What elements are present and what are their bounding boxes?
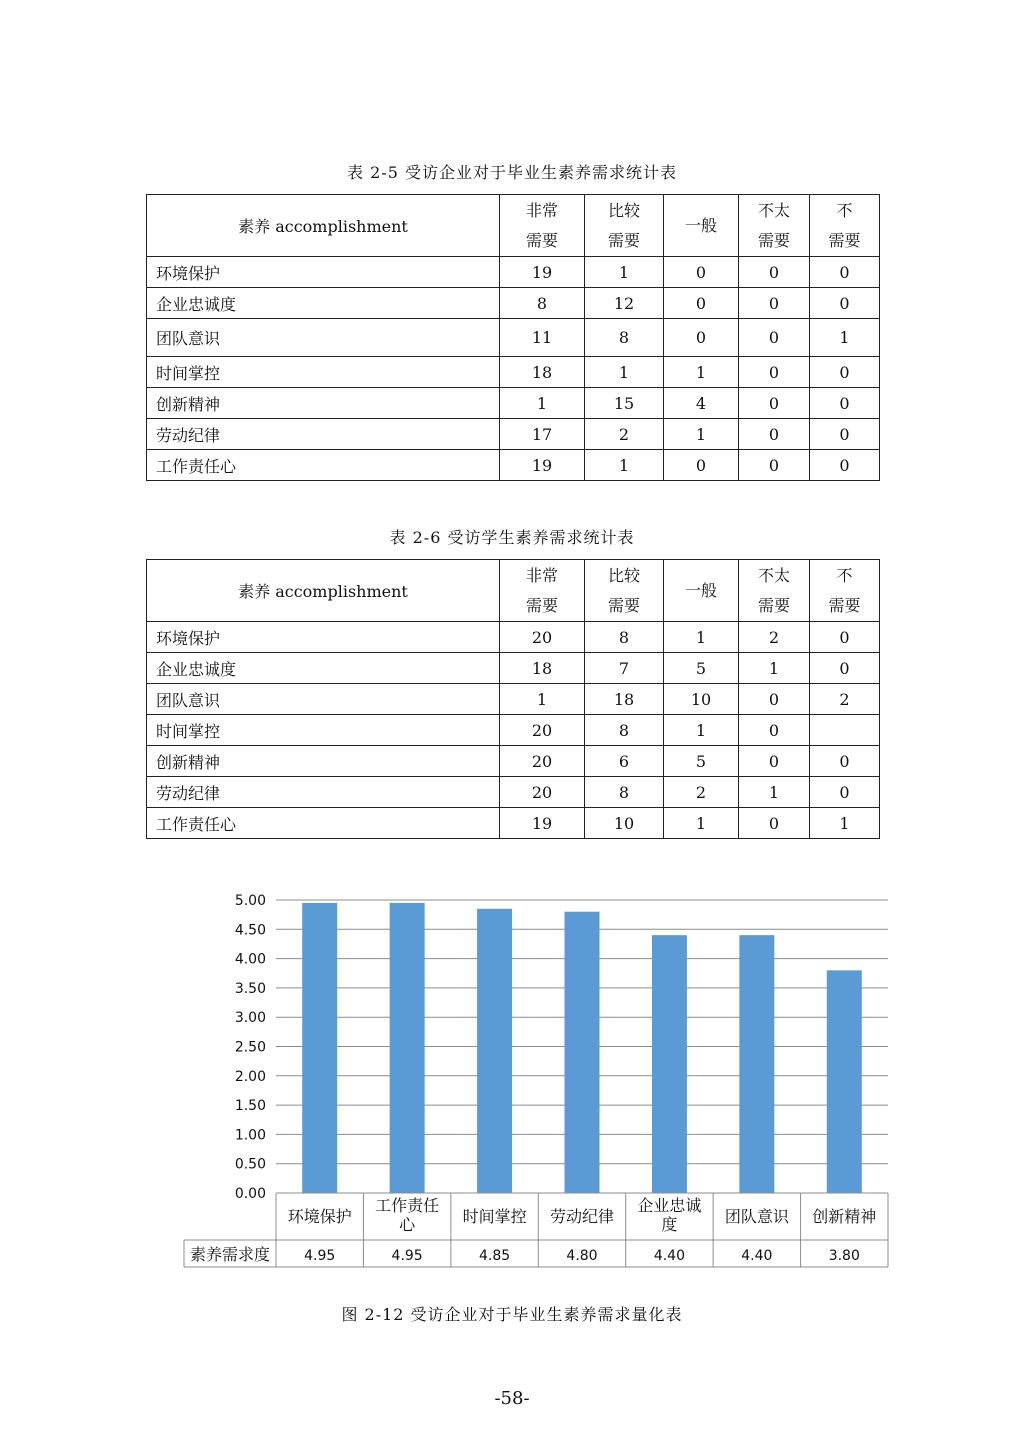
header-col: [664, 560, 739, 622]
header-line: 不: [836, 200, 853, 220]
table-cell: 0: [664, 319, 739, 357]
header-line: 非常: [525, 200, 558, 220]
table-cell: 0: [739, 388, 810, 419]
header-line: 需要: [607, 595, 640, 615]
table-cell: 8: [585, 319, 664, 357]
data-value-label: 3.80: [828, 1248, 860, 1264]
header-col: [500, 560, 585, 622]
table-row: [147, 684, 880, 715]
category-label: 团队意识: [724, 1207, 789, 1226]
header-col: [585, 195, 664, 257]
table-row: [147, 419, 880, 450]
category-label: 企业忠诚: [637, 1196, 702, 1215]
table-cell: 0: [810, 288, 880, 319]
header-row: [147, 195, 880, 257]
y-tick-label: 3.50: [234, 980, 266, 997]
table-cell: 0: [739, 357, 810, 388]
y-tick-label: 5.00: [234, 893, 266, 909]
row-label: 企业忠诚度: [147, 653, 500, 684]
data-value-label: 4.95: [391, 1248, 423, 1264]
table-cell: 0: [739, 257, 810, 288]
table-row: [147, 746, 880, 777]
table-cell: 20: [500, 746, 585, 777]
series-name: 素养需求度: [189, 1245, 271, 1264]
table-row: [147, 622, 880, 653]
table-cell: 20: [500, 777, 585, 808]
y-tick-label: 2.50: [234, 1039, 266, 1056]
header-col: [664, 195, 739, 257]
category-label: 环境保护: [287, 1207, 352, 1226]
header-line: 需要: [607, 230, 640, 250]
table-row: [147, 388, 880, 419]
table-cell: 18: [500, 357, 585, 388]
bar: [565, 912, 600, 1193]
header-col: [810, 195, 880, 257]
table-cell: 0: [810, 388, 880, 419]
category-label: 劳动纪律: [549, 1207, 615, 1226]
table-cell: 8: [585, 715, 664, 746]
y-tick-label: 0.50: [234, 1156, 266, 1173]
header-line: 不太: [757, 200, 790, 220]
table-cell: 8: [500, 288, 585, 319]
row-label: 工作责任心: [147, 808, 500, 839]
table1: [146, 194, 880, 481]
category-label: 时间掌控: [462, 1207, 527, 1226]
table-cell: 1: [664, 357, 739, 388]
table-cell: 0: [810, 653, 880, 684]
row-label: 团队意识: [147, 319, 500, 357]
table-row: [147, 288, 880, 319]
table-cell: 0: [664, 450, 739, 481]
row-label: 团队意识: [147, 684, 500, 715]
table-cell: 19: [500, 450, 585, 481]
table-cell: 1: [664, 622, 739, 653]
table-cell: 0: [810, 746, 880, 777]
chart-svg: [180, 885, 892, 1270]
table-cell: 0: [739, 450, 810, 481]
table-cell: 5: [664, 653, 739, 684]
table-row: [147, 257, 880, 288]
y-tick-label: 3.00: [234, 1010, 266, 1027]
table-cell: 0: [739, 684, 810, 715]
table-row: [147, 357, 880, 388]
table-cell: 0: [810, 622, 880, 653]
table-row: [147, 319, 880, 357]
table-cell: 2: [810, 684, 880, 715]
table-cell: 1: [664, 808, 739, 839]
bar: [302, 903, 337, 1193]
header-col: [739, 195, 810, 257]
table-cell: 4: [664, 388, 739, 419]
header-line: 需要: [757, 230, 790, 250]
table-row: [147, 808, 880, 839]
table-row: [147, 715, 880, 746]
table-cell: 7: [585, 653, 664, 684]
table-cell: 0: [664, 257, 739, 288]
header-line: 需要: [525, 230, 558, 250]
header-line: 非常: [525, 565, 558, 585]
bar: [477, 909, 512, 1193]
y-tick-label: 2.00: [234, 1068, 266, 1085]
figure-caption: 图 2-12 受访企业对于毕业生素养需求量化表: [341, 1305, 683, 1324]
table-cell: 1: [739, 777, 810, 808]
table-cell: 0: [810, 777, 880, 808]
table-cell: 6: [585, 746, 664, 777]
table-cell: 1: [664, 715, 739, 746]
header-row: [147, 560, 880, 622]
header-line: 需要: [525, 595, 558, 615]
table-cell: 2: [739, 622, 810, 653]
table1-caption: 表 2-5 受访企业对于毕业生素养需求统计表: [347, 163, 677, 182]
y-tick-label: 0.00: [234, 1186, 266, 1202]
table-cell: 12: [585, 288, 664, 319]
table-cell: 0: [739, 288, 810, 319]
table-cell: 5: [664, 746, 739, 777]
row-label: 时间掌控: [147, 357, 500, 388]
header-col: [810, 560, 880, 622]
row-label: 环境保护: [147, 257, 500, 288]
table-cell: 1: [664, 419, 739, 450]
data-value-label: 4.95: [304, 1248, 336, 1264]
header-line: 不太: [757, 565, 790, 585]
bar: [390, 903, 425, 1193]
y-tick-label: 4.50: [234, 922, 266, 939]
row-label: 创新精神: [147, 746, 500, 777]
row-label: 环境保护: [147, 622, 500, 653]
header-line: 需要: [757, 595, 790, 615]
table-cell: 1: [500, 388, 585, 419]
y-tick-label: 1.50: [234, 1098, 266, 1115]
header-col: [500, 195, 585, 257]
table-cell: 10: [664, 684, 739, 715]
table-cell: 1: [585, 257, 664, 288]
header-line: 需要: [828, 230, 861, 250]
category-label: 工作责任: [375, 1196, 440, 1215]
y-tick-label: 4.00: [234, 951, 266, 968]
table-cell: 10: [585, 808, 664, 839]
table-cell: 1: [585, 357, 664, 388]
bar: [652, 935, 687, 1193]
data-value-label: 4.40: [741, 1248, 773, 1264]
bar: [739, 935, 774, 1193]
row-label: 企业忠诚度: [147, 288, 500, 319]
header-line: 比较: [607, 200, 640, 220]
header-line: 一般: [684, 580, 717, 600]
header-line: 一般: [684, 215, 717, 235]
table-cell: 1: [810, 319, 880, 357]
table-cell: 8: [585, 777, 664, 808]
table-cell: 19: [500, 257, 585, 288]
table-cell: 0: [810, 357, 880, 388]
table2-caption: 表 2-6 受访学生素养需求统计表: [389, 528, 635, 547]
header-line: 需要: [828, 595, 861, 615]
bar: [827, 970, 862, 1193]
table-cell: 2: [585, 419, 664, 450]
table-cell: 18: [585, 684, 664, 715]
header-col: [585, 560, 664, 622]
table-cell: 0: [810, 450, 880, 481]
table-cell: 0: [739, 746, 810, 777]
bar-chart: [180, 885, 892, 1270]
header-name: 素养 accomplishment: [147, 560, 500, 622]
table-cell: 11: [500, 319, 585, 357]
table-cell: 0: [739, 319, 810, 357]
table2: [146, 559, 880, 839]
table-cell: [810, 715, 880, 746]
table-cell: 1: [500, 684, 585, 715]
row-label: 创新精神: [147, 388, 500, 419]
table-row: [147, 777, 880, 808]
table-cell: 1: [739, 653, 810, 684]
header-line: 比较: [607, 565, 640, 585]
table-cell: 17: [500, 419, 585, 450]
row-label: 劳动纪律: [147, 419, 500, 450]
table-row: [147, 450, 880, 481]
category-label: 度: [661, 1215, 678, 1234]
table-cell: 8: [585, 622, 664, 653]
table-cell: 18: [500, 653, 585, 684]
y-tick-label: 1.00: [234, 1127, 266, 1144]
data-value-label: 4.80: [566, 1248, 598, 1264]
table-cell: 0: [739, 419, 810, 450]
table-cell: 0: [810, 419, 880, 450]
table-cell: 0: [739, 808, 810, 839]
table-cell: 1: [585, 450, 664, 481]
row-label: 劳动纪律: [147, 777, 500, 808]
table-cell: 0: [810, 257, 880, 288]
table-cell: 15: [585, 388, 664, 419]
table-cell: 20: [500, 622, 585, 653]
page-number: -58-: [494, 1388, 530, 1409]
table-cell: 0: [664, 288, 739, 319]
table-cell: 0: [739, 715, 810, 746]
header-line: 不: [836, 565, 853, 585]
table-cell: 1: [810, 808, 880, 839]
table-cell: 20: [500, 715, 585, 746]
category-label: 创新精神: [812, 1207, 877, 1226]
data-value-label: 4.40: [653, 1248, 686, 1264]
table-cell: 19: [500, 808, 585, 839]
data-value-label: 4.85: [478, 1248, 511, 1264]
row-label: 时间掌控: [147, 715, 500, 746]
row-label: 工作责任心: [147, 450, 500, 481]
category-label: 心: [399, 1215, 416, 1234]
table-cell: 2: [664, 777, 739, 808]
table-row: [147, 653, 880, 684]
header-name: 素养 accomplishment: [147, 195, 500, 257]
header-col: [739, 560, 810, 622]
